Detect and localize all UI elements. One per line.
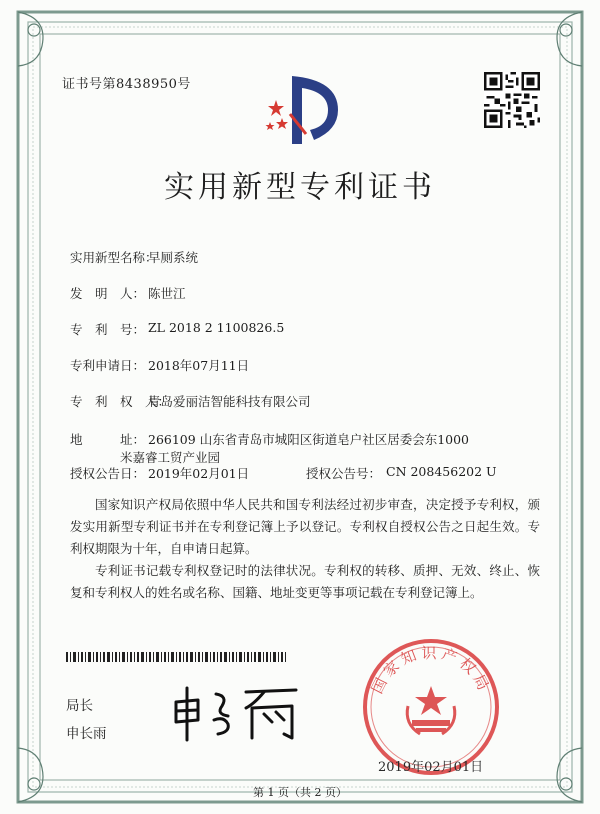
body-paragraph-1: 国家知识产权局依照中华人民共和国专利法经过初步审查，决定授予专利权，颁发实用新型专利证书并在专利登记簿上予以登记。专利权自授权公告之日起生效。专利权期限为十年，自申请日起算。: [70, 497, 540, 556]
field-value: 266109 山东省青岛市城阳区街道皂户社区居委会东1000: [148, 432, 470, 447]
field-value-line2: 米嘉睿工贸产业园: [120, 450, 221, 465]
field-application-date: [0, 356, 600, 376]
field-value: 青岛爱丽洁智能科技有限公司: [148, 394, 311, 409]
certificate-number: 证书号第8438950号: [62, 77, 191, 92]
field-value: ZL 2018 2 1100826.5: [148, 320, 285, 335]
field-patent-number: [0, 320, 600, 340]
field-label: 实用新型名称：: [70, 250, 158, 265]
handwritten-signature: [168, 680, 308, 744]
signature-title: 局长: [66, 698, 93, 713]
qr-code-icon: [484, 72, 540, 128]
field-patentee: [0, 392, 600, 412]
field-label: 地 址：: [70, 432, 146, 447]
barcode-icon: [66, 652, 286, 662]
field-label: 专利申请日：: [70, 358, 146, 373]
grant-date-value: 2019年02月01日: [148, 466, 250, 481]
field-label: 专 利 号：: [70, 322, 146, 337]
grant-date-label: 授权公告日：: [70, 466, 146, 481]
field-label: 专 利 权 人：: [70, 394, 171, 409]
field-utility-model-name: [0, 248, 600, 268]
field-value: 陈世江: [148, 286, 186, 301]
body-paragraph-2: 专利证书记载专利权登记时的法律状况。专利权的转移、质押、无效、终止、恢复和专利权人的姓名或名称、国籍、地址变更等事项记载在专利登记簿上。: [70, 563, 540, 600]
grant-number-value: CN 208456202 U: [386, 464, 497, 479]
field-value: 2018年07月11日: [148, 358, 250, 373]
field-grant: [0, 464, 600, 484]
field-value: 早厕系统: [148, 250, 199, 265]
page-number: 第 1 页（共 2 页）: [253, 786, 347, 799]
seal-text: 国家知识产权局: [367, 643, 495, 697]
certificate-title: 实用新型专利证书: [164, 170, 436, 205]
field-label: 发 明 人：: [70, 286, 146, 301]
grant-number-label: 授权公告号：: [306, 466, 382, 481]
field-inventor: [0, 284, 600, 304]
cnipa-logo-icon: [262, 70, 342, 148]
signature-name: 申长雨: [66, 726, 107, 741]
seal-date: 2019年02月01日: [378, 760, 484, 775]
